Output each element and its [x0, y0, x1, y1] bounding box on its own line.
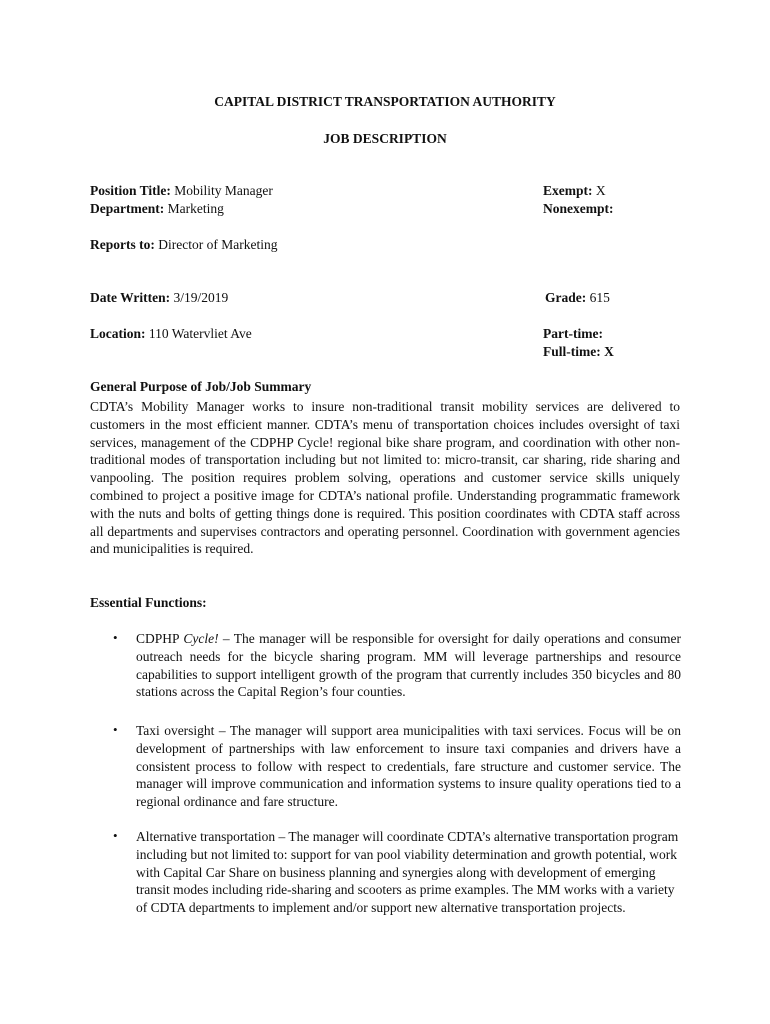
nonexempt-row — [543, 201, 614, 217]
organization-title: CAPITAL DISTRICT TRANSPORTATION AUTHORITY — [214, 94, 556, 109]
exempt-row — [543, 183, 606, 199]
location-label: Location: — [90, 326, 146, 341]
position-title-label: Position Title: — [90, 183, 171, 198]
summary-heading: General Purpose of Job/Job Summary — [90, 379, 312, 394]
list-item-text: Alternative transportation – The manager will coordinate CDTA’s alternative transportation program including but not limited to: support for van pool viability determination and growth potential, work with Capital Car Share on business planning and synergies along with development of emerging transit modes including ride-sharing and scooters as prime examples. The MM works with a variety of CDTA departments to implement and/or support new alternative transportation projects. — [136, 829, 679, 916]
list-item-text: Taxi oversight – The manager will support area municipalities with taxi services. Focus will be on development of partnerships with law enforcement to insure taxi companies and drivers have a consistent process to follow with respect to credentials, fare structure and customer service. The manager will improve communication and information systems to insure quality operations tied to a regional ordinance and fare structure. — [136, 723, 681, 810]
department-row — [90, 201, 224, 217]
summary-paragraph: CDTA’s Mobility Manager works to insure non-traditional transit mobility services are delivered to customers in the most efficient manner. CDTA’s menu of transportation choices includes oversight of taxi services, management of the CDPHP Cycle! regional bike share program, and coordination with other non-traditional modes of transportation including but not limited to: micro-transit, car sharing, ride sharing and vanpooling. The position requires problem solving, operations and customer service skills uniquely combined to project a positive image for CDTA’s national profile. Understanding programmatic framework with the nuts and bolts of getting things done is required. This position coordinates with CDTA staff across all departments and supervises contractors and operating personnel. Coordination with government agencies and municipalities is required. — [90, 399, 680, 557]
document-type-title: JOB DESCRIPTION — [323, 131, 447, 146]
department-value: Marketing — [167, 201, 224, 216]
full-time-value: X — [604, 344, 614, 359]
location-row — [90, 326, 252, 342]
location-value: 110 Watervliet Ave — [148, 326, 252, 341]
position-title-value: Mobility Manager — [174, 183, 273, 198]
bullet-icon: • — [113, 722, 118, 737]
nonexempt-label: Nonexempt: — [543, 201, 614, 216]
exempt-value: X — [595, 183, 606, 198]
bullet-icon: • — [113, 630, 118, 645]
grade-value: 615 — [589, 290, 610, 305]
reports-to-row — [90, 237, 277, 253]
part-time-label: Part-time: — [543, 326, 603, 341]
reports-to-value: Director of Marketing — [158, 237, 278, 252]
reports-to-label: Reports to: — [90, 237, 155, 252]
full-time-row — [543, 344, 614, 360]
essential-functions-heading: Essential Functions: — [90, 595, 207, 610]
department-label: Department: — [90, 201, 165, 216]
part-time-row — [543, 326, 603, 342]
full-time-label: Full-time: — [543, 344, 601, 359]
italic-program-name: Cycle! — [183, 631, 219, 646]
grade-label: Grade: — [545, 290, 587, 305]
date-written-label: Date Written: — [90, 290, 171, 305]
grade-row — [545, 290, 610, 306]
exempt-label: Exempt: — [543, 183, 593, 198]
date-written-value: 3/19/2019 — [173, 290, 229, 305]
position-title-row — [90, 183, 273, 199]
bullet-icon: • — [113, 828, 118, 843]
list-item-text: CDPHP Cycle! – The manager will be responsible for oversight for daily operations and consumer outreach needs for the bicycle sharing program. MM will leverage partnerships and resource capabilities to support intelligent growth of the program that currently includes 350 bicycles and 80 stations across the Capital Region’s four counties. — [136, 631, 681, 700]
date-written-row — [90, 290, 228, 306]
